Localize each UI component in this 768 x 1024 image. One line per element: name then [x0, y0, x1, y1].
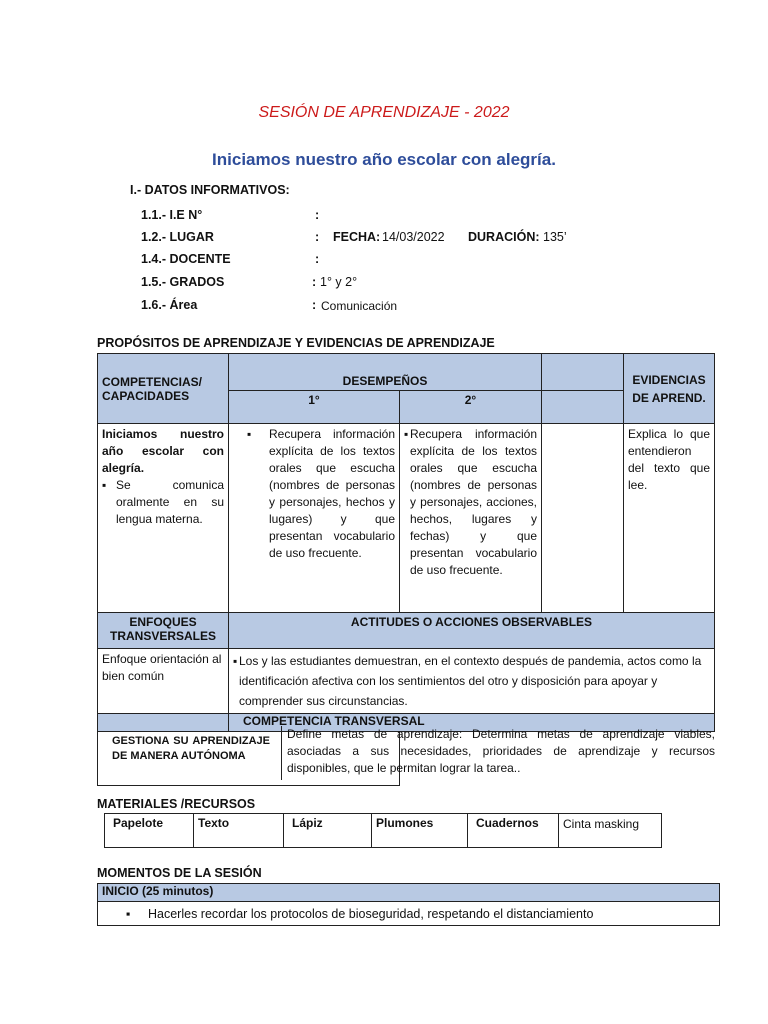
inicio-table	[97, 883, 720, 926]
competencia-title: Iniciamos nuestro año escolar con alegría.	[102, 427, 224, 475]
bullet-icon: ▪	[404, 427, 409, 441]
inicio-header: INICIO (25 minutos)	[98, 884, 720, 902]
bullet-icon: ▪	[102, 478, 107, 492]
header-competencias: COMPETENCIAS/ CAPACIDADES	[98, 354, 229, 424]
datos-informativos-heading: I.- DATOS INFORMATIVOS:	[130, 183, 290, 197]
duracion-label: DURACIÓN:	[468, 230, 540, 244]
competencia-bullet	[102, 477, 224, 528]
material-item: Lápiz	[284, 814, 372, 848]
grados-label: 1.5.- GRADOS	[141, 275, 225, 289]
header-empty-2	[542, 391, 624, 424]
desempeno-2-text: Recupera información explícita de los textos orales que escucha (nombres de personas y personajes, acciones, hechos, lugares y fechas) y que presentan vocabulario de uso frecuente.	[410, 427, 537, 577]
transversal-blank	[98, 714, 229, 732]
desempeno-2-cell	[400, 424, 542, 613]
desempeno-1-cell	[229, 424, 400, 613]
gestiona-text: GESTIONA SU APRENDIZAJE DE MANERA AUTÓNOMA	[112, 735, 270, 762]
header-evidencias: EVIDENCIAS DE APREND.	[624, 354, 715, 424]
define-metas-text: Define metas de aprendizaje: Determina metas de aprendizaje viables, asociadas a sus necesidades, prioridades de aprendizaje y recursos disponibles, que le permitan lograr la tarea..	[281, 726, 715, 780]
header-empty	[542, 354, 624, 391]
evidencia-cell: Explica lo que entendieron del texto que lee.	[624, 424, 715, 613]
duracion-value: 135’	[543, 230, 567, 244]
propositos-heading: PROPÓSITOS DE APRENDIZAJE Y EVIDENCIAS DE APRENDIZAJE	[97, 336, 495, 350]
material-item: Papelote	[105, 814, 194, 848]
materiales-heading: MATERIALES /RECURSOS	[97, 797, 256, 811]
grados-value: 1° y 2°	[320, 275, 358, 289]
material-item: Cinta masking	[559, 814, 662, 848]
enfoques-header: ENFOQUES TRANSVERSALES	[98, 613, 229, 649]
material-item: Cuadernos	[468, 814, 559, 848]
lugar-colon: :	[315, 230, 320, 244]
actitud-row	[233, 651, 710, 711]
momentos-heading: MOMENTOS DE LA SESIÓN	[97, 866, 262, 880]
actitud-cell	[229, 649, 715, 714]
inicio-item-text: Hacerles recordar los protocolos de bioseguridad, respetando el distanciamiento	[148, 906, 594, 921]
lugar-label: 1.2.- LUGAR	[141, 230, 214, 244]
material-item: Texto	[194, 814, 284, 848]
area-label: 1.6.- Área	[141, 298, 198, 312]
bullet-icon: ▪	[126, 906, 131, 921]
materiales-table	[104, 813, 662, 848]
grados-colon: :	[312, 275, 317, 289]
competencia-transversal-header: COMPETENCIA TRANSVERSAL	[229, 714, 715, 732]
bullet-icon: ▪	[233, 654, 238, 668]
actitud-text: Los y las estudiantes demuestran, en el contexto después de pandemia, actos como la identificación afectiva con los sentimientos del otro y disposición para apoyar y comprender sus circunstancias.	[239, 654, 702, 708]
docente-label: 1.4.- DOCENTE	[141, 252, 231, 266]
docente-colon: :	[315, 252, 320, 266]
header-desempenos: DESEMPEÑOS	[229, 354, 542, 391]
material-item: Plumones	[372, 814, 468, 848]
area-colon: :	[312, 298, 317, 312]
page-title: SESIÓN DE APRENDIZAJE - 2022	[258, 104, 510, 121]
fecha-label: FECHA:	[333, 230, 381, 244]
competencia-cell	[98, 424, 229, 613]
desempeno-1-row	[247, 426, 395, 562]
enfoque-value: Enfoque orientación al bien común	[98, 649, 229, 714]
ie-colon: :	[315, 208, 320, 222]
propositos-table	[97, 353, 715, 786]
area-value: Comunicación	[321, 299, 398, 313]
actitudes-header: ACTITUDES O ACCIONES OBSERVABLES	[229, 613, 715, 649]
header-grade-2: 2°	[400, 391, 542, 424]
desempeno-2-row	[404, 426, 537, 579]
session-subtitle: Iniciamos nuestro año escolar con alegría.	[212, 150, 556, 169]
ie-label: 1.1.- I.E N°	[141, 208, 203, 222]
header-grade-1: 1°	[229, 391, 400, 424]
competencia-bullet-text: Se comunica oralmente en su lengua materna.	[116, 478, 224, 526]
fecha-value: 14/03/2022	[382, 230, 445, 244]
desempeno-1-text: Recupera información explícita de los textos orales que escucha (nombres de personas y personajes, hechos y lugares) y que presentan vocabulario de uso frecuente.	[269, 427, 395, 560]
empty-cell	[542, 424, 624, 613]
bullet-icon: ▪	[247, 427, 252, 441]
inicio-item	[98, 902, 720, 926]
